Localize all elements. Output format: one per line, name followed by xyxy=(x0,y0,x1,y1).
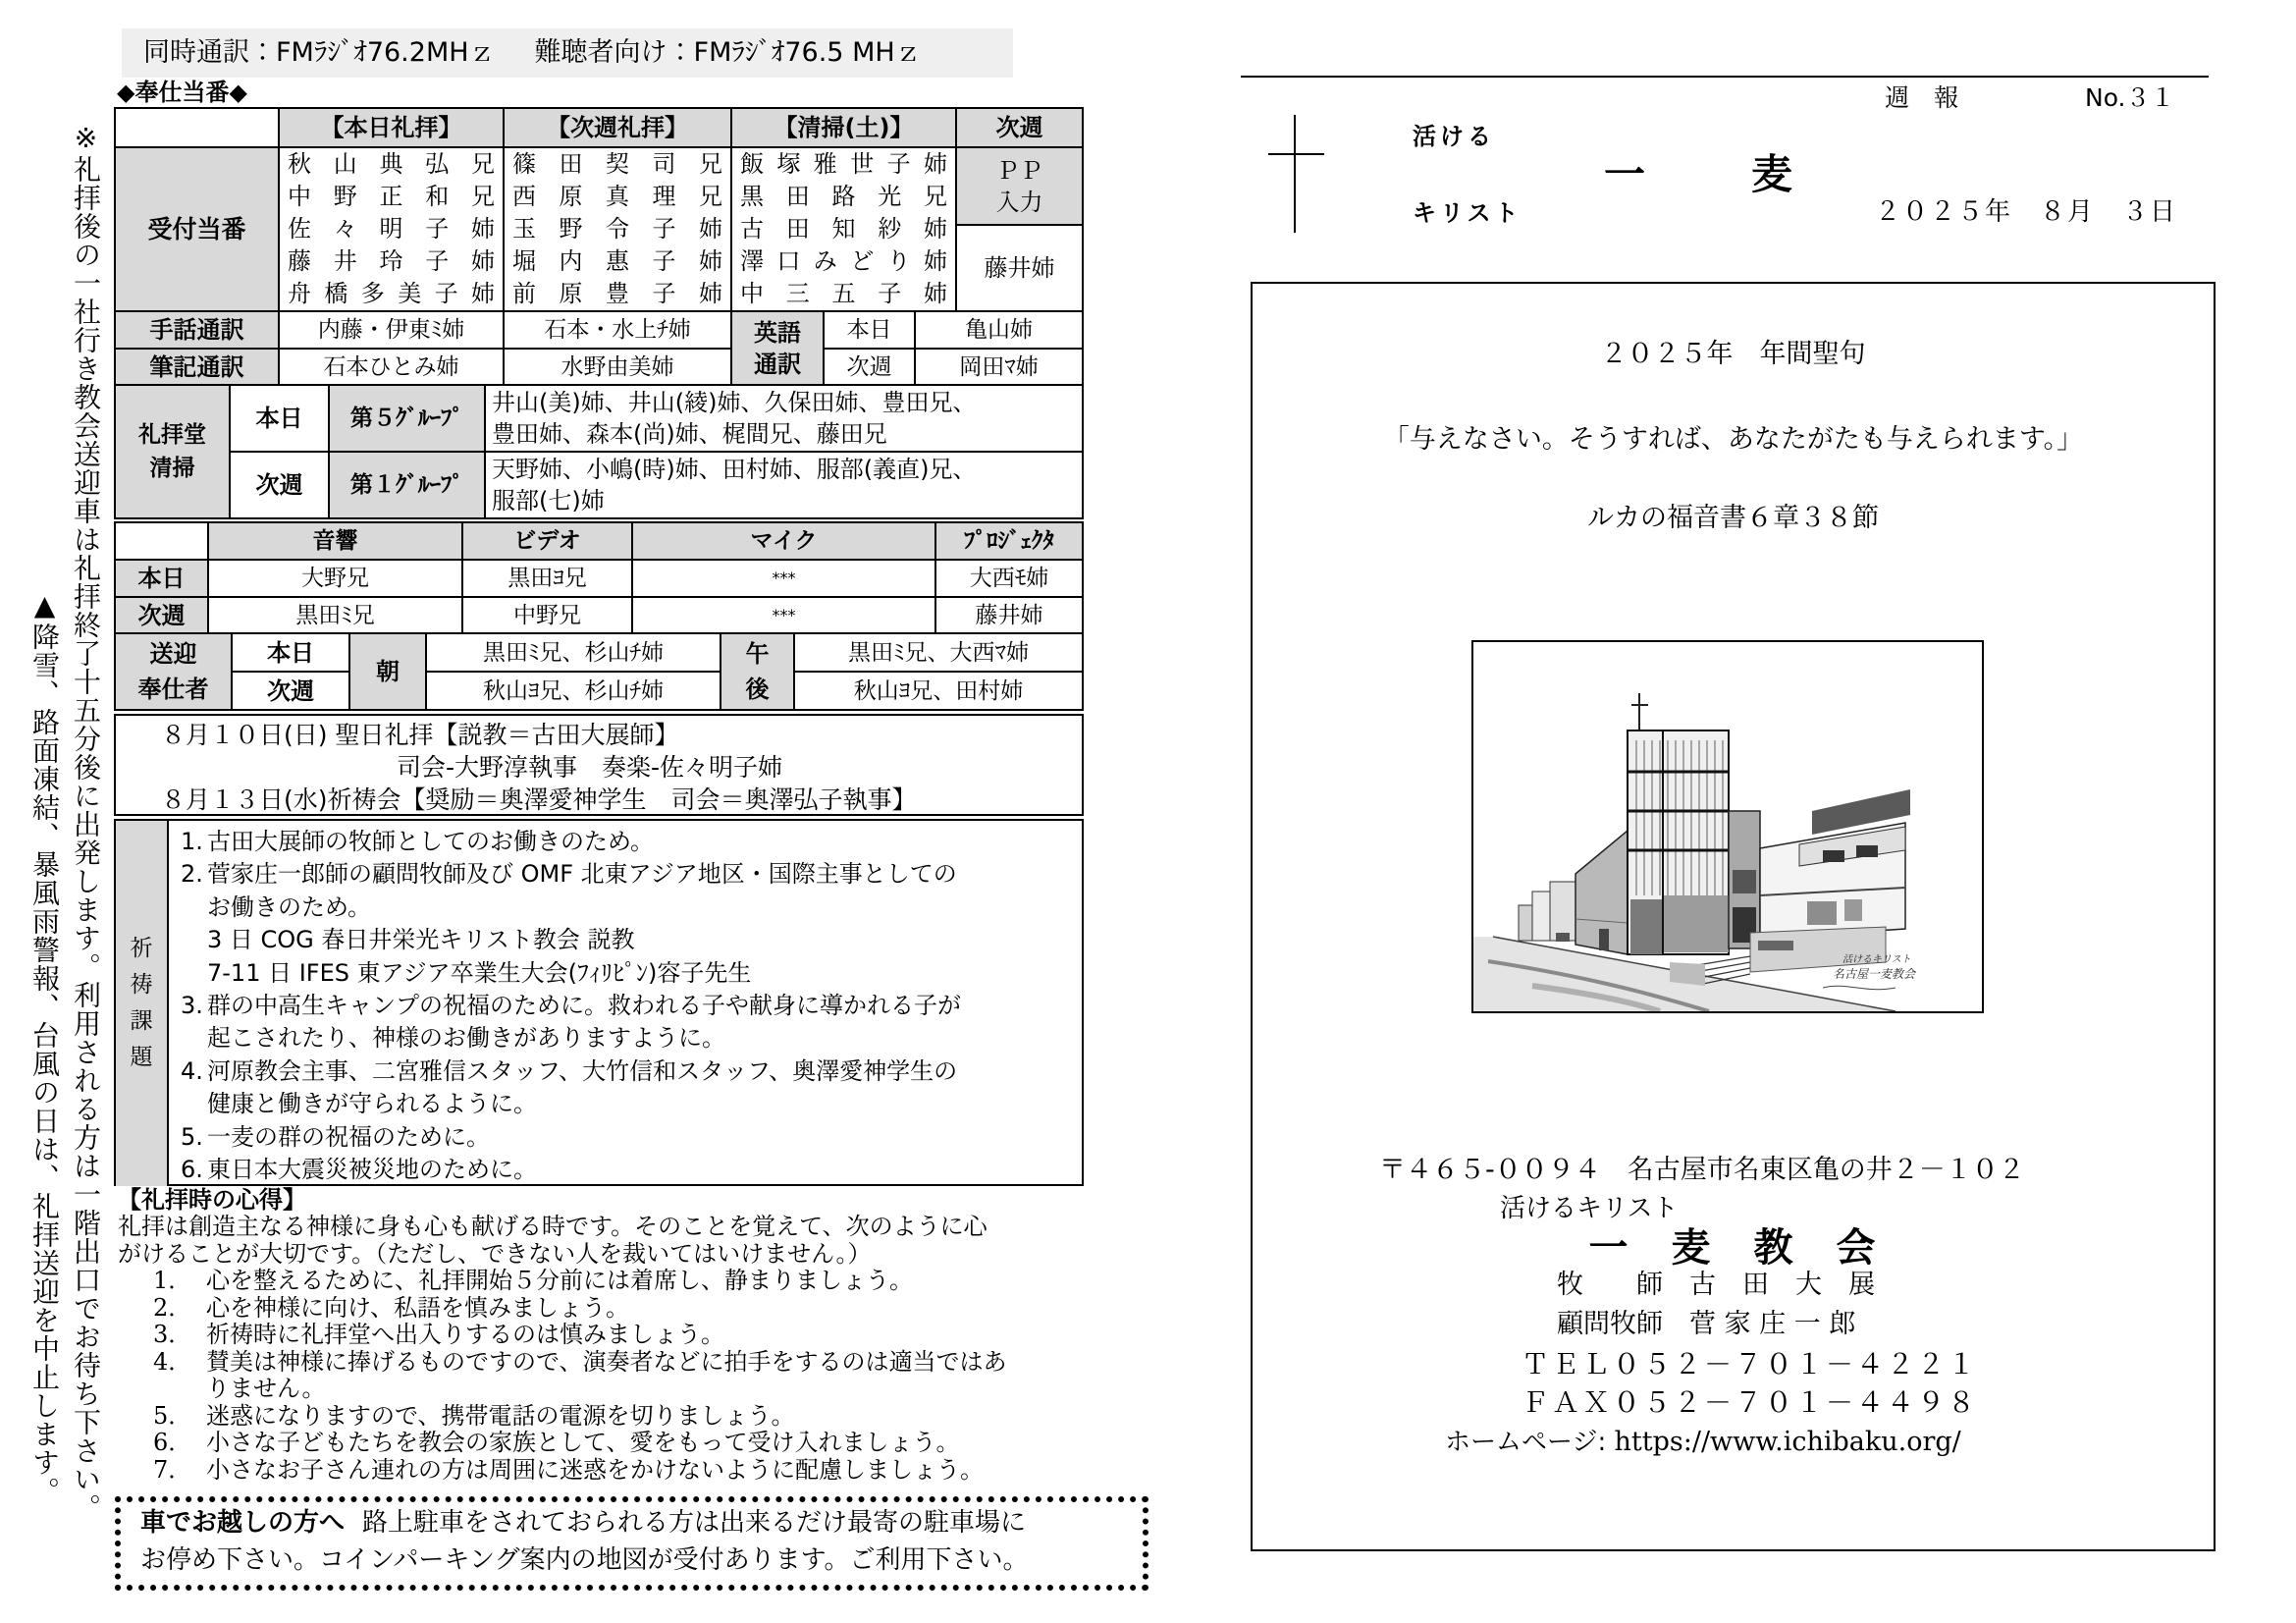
etiquette-item-continuation: りません。 xyxy=(206,1375,326,1402)
av-today-projector: 大西ﾓ姉 xyxy=(936,561,1084,598)
name: 黒田路光兄 xyxy=(740,183,947,210)
header-projector: ﾌﾟﾛｼﾞｪｸﾀ xyxy=(936,523,1084,561)
homepage-line xyxy=(1445,1426,1961,1459)
cleaning-names xyxy=(732,148,957,312)
shuttle-duty-table xyxy=(114,634,1084,711)
masthead-rule xyxy=(1241,76,2209,78)
shuttle-next-afternoon: 秋山ﾖ兄、田村姉 xyxy=(795,673,1084,711)
church-address: 〒４６５-００９４ 名古屋市名東区亀の井２－１０２ xyxy=(1379,1155,2025,1185)
label-line: 清掃 xyxy=(149,456,195,481)
av-duty-table xyxy=(114,521,1084,634)
item-text: 祈祷時に礼拝堂へ出入りするのは慎みましょう。 xyxy=(206,1321,724,1348)
bell-tower xyxy=(1628,693,1729,954)
pastor-line: 牧 師 古 田 大 展 xyxy=(1557,1270,1875,1300)
item-number: 2. xyxy=(181,860,203,889)
prayer-item xyxy=(181,990,1082,1022)
shuttle-morning-label: 朝 xyxy=(350,634,427,711)
item-text: 東日本大震災被災地のために。 xyxy=(207,1156,537,1184)
item-text: 群の中高生キャンプの祝福のために。救われる子や献身に導かれる子が xyxy=(207,992,961,1020)
name: 秋山典弘兄 xyxy=(288,150,495,178)
english-interpretation-label xyxy=(732,312,825,386)
name: 舟橋多美子姉 xyxy=(288,280,495,307)
captioning-today: 石本ひとみ姉 xyxy=(280,350,505,386)
item-text: 一麦の群の祝福のために。 xyxy=(207,1122,490,1151)
church-name-char: 麦 xyxy=(1751,150,1793,198)
reception-label: 受付当番 xyxy=(116,148,280,312)
pp-input-name: 藤井姉 xyxy=(957,226,1084,312)
prayer-meeting-line: ８月１３日(水)祈祷会【奨励＝奥澤愛神学生 司会＝奥澤弘子執事】 xyxy=(161,785,917,814)
church-name: 一 麦 教 会 xyxy=(1588,1225,1878,1271)
label-line: 礼拝堂 xyxy=(138,422,206,448)
label-line: 午 xyxy=(745,640,770,668)
item-text: 古田大展師の牧師としてのお働きのため。 xyxy=(207,828,655,855)
av-next-projector: 藤井姉 xyxy=(936,598,1084,634)
name: 篠田契司兄 xyxy=(512,150,722,178)
members-line: 服部(七)姉 xyxy=(492,487,605,514)
homepage-link[interactable]: https://www.ichibaku.org/ xyxy=(1614,1427,1961,1457)
item-number: 3. xyxy=(181,992,203,1020)
name: 澤口みどり姉 xyxy=(740,247,947,275)
fax-number: ＦＡＸ０５２－７０１－４４９８ xyxy=(1522,1386,1979,1419)
reception-duty-table xyxy=(114,107,1084,312)
etiquette-item xyxy=(118,1349,1158,1377)
hearing-assist-frequency: 難聴者向け：FMﾗｼﾞｵ76.5 MHｚ xyxy=(534,37,922,68)
item-number: 1. xyxy=(181,828,203,855)
shuttle-departure-note: ※礼拝後の一社行き教会送迎車は礼拝終了十五分後に出発します。利用される方は一階出口でお待ち下さい。 xyxy=(70,122,102,1522)
members-line: 天野姉、小嶋(時)姉、田村姉、服部(義直)兄、 xyxy=(492,456,977,483)
item-number: 1． xyxy=(153,1267,192,1294)
tagline-top: 活ける xyxy=(1413,123,1495,150)
name: 古田知紗姉 xyxy=(740,215,947,243)
annual-verse-text: 「与えなさい。そうすれば、あなたがたも与えられます。」 xyxy=(1382,424,2084,455)
tagline-bottom: キリスト xyxy=(1413,199,1522,227)
interpretation-table xyxy=(114,312,1084,386)
etiquette-item xyxy=(118,1430,1158,1457)
label-line: 送迎 xyxy=(149,640,197,668)
hall-cleaning-next-members xyxy=(486,453,1084,519)
nave-block xyxy=(1575,831,1628,954)
label-line: 通訳 xyxy=(754,350,801,378)
label-line: 後 xyxy=(745,676,770,703)
item-number: 2． xyxy=(153,1293,192,1322)
item-number: 7． xyxy=(153,1455,192,1484)
prayer-requests-list xyxy=(169,821,1082,1186)
shuttle-today-morning: 黒田ﾐ兄、杉山ﾁ姉 xyxy=(427,634,721,673)
english-today-label: 本日 xyxy=(825,312,916,350)
prayer-item-continuation: 健康と働きが守られるように。 xyxy=(207,1090,537,1118)
members-line: 豊田姉、森本(尚)姉、梶間兄、藤田兄 xyxy=(492,420,887,448)
telephone-number: ＴＥＬ０５２－７０１－４２２１ xyxy=(1522,1348,1979,1380)
shuttle-next-morning: 秋山ﾖ兄、杉山ﾁ姉 xyxy=(427,673,721,711)
sign-language-next: 石本・水上ﾁ姉 xyxy=(505,312,732,350)
prayer-item xyxy=(181,1154,1082,1186)
church-sketch-frame xyxy=(1471,640,1984,1013)
av-today-label: 本日 xyxy=(116,561,209,598)
item-number: 4． xyxy=(153,1347,192,1376)
header-video: ビデオ xyxy=(463,523,633,561)
prayer-item-continuation: 起こされたり、神様のお働きがありますように。 xyxy=(207,1024,725,1053)
header-saturday-cleaning: 【清掃(土)】 xyxy=(732,109,957,148)
worship-etiquette xyxy=(118,1186,1158,1484)
item-text: 心を神様に向け、私語を慎みましょう。 xyxy=(206,1293,630,1322)
etiquette-item xyxy=(118,1322,1158,1349)
item-text: 迷惑になりますので、携帯電話の電源を切りましょう。 xyxy=(206,1401,795,1430)
parking-title: 車でお越しの方へ xyxy=(140,1508,346,1538)
label-char: 祈 xyxy=(130,936,153,962)
name: 玉野令子姉 xyxy=(512,215,722,243)
item-text: 小さな子どもたちを教会の家族として、愛をもって受け入れましょう。 xyxy=(206,1429,960,1456)
prayer-item-continuation: 7-11 日 IFES 東アジア卒業生大会(ﾌｨﾘﾋﾟﾝ)容子先生 xyxy=(207,958,752,987)
pp-label-line: ＰＰ xyxy=(995,156,1043,185)
prayer-requests-label xyxy=(116,821,169,1186)
church-name-char: 一 xyxy=(1604,150,1646,198)
annual-verse-title: ２０２５年 年間聖句 xyxy=(1600,339,1866,369)
pp-input-label xyxy=(957,148,1084,226)
shuttle-today-afternoon: 黒田ﾐ兄、大西ﾏ姉 xyxy=(795,634,1084,673)
pp-label-line: 入力 xyxy=(995,188,1043,216)
shuttle-label xyxy=(116,634,233,711)
item-text: 心を整えるために、礼拝開始５分前には着席し、静まりましょう。 xyxy=(206,1267,913,1294)
shuttle-afternoon-label xyxy=(721,634,795,711)
reception-today-names xyxy=(280,148,505,312)
header-today-service: 【本日礼拝】 xyxy=(280,109,505,148)
shuttle-next-label: 次週 xyxy=(233,673,350,711)
bulletin-date: ２０２５年 ８月 ３日 xyxy=(1875,197,2178,227)
item-number: 3． xyxy=(153,1321,192,1348)
members-line: 井山(美)姉、井山(綾)姉、久保田姉、豊田兄、 xyxy=(492,389,977,416)
etiquette-title: 【礼拝時の心得】 xyxy=(118,1186,306,1214)
item-number: 5. xyxy=(181,1122,203,1151)
prayer-item xyxy=(181,826,1082,858)
av-today-video: 黒田ﾖ兄 xyxy=(463,561,633,598)
hall-cleaning-label xyxy=(116,386,231,519)
name: 堀内惠子姉 xyxy=(512,247,722,275)
english-next-name: 岡田ﾏ姉 xyxy=(916,350,1084,386)
header-microphone: マイク xyxy=(633,523,936,561)
captioning-label: 筆記通訳 xyxy=(116,350,280,386)
weather-cancellation-note: ▲降雪、路面凍結、暴風雨警報、台風の日は、礼拝送迎を中止します。 xyxy=(28,589,61,1505)
hall-cleaning-next-label: 次週 xyxy=(231,453,330,519)
issue-number: No.３１ xyxy=(2085,83,2175,112)
etiquette-item xyxy=(118,1403,1158,1431)
name: 飯塚雅世子姉 xyxy=(740,150,947,178)
english-today-name: 亀山姉 xyxy=(916,312,1084,350)
name: 西原真理兄 xyxy=(512,183,722,210)
inscription-line: 名古屋一麦教会 xyxy=(1833,967,1916,981)
hall-cleaning-today-group: 第５ｸﾞﾙｰﾌﾟ xyxy=(330,386,486,453)
corner-cell xyxy=(116,523,209,561)
service-roles-line: 司会-大野淳執事 奏楽-佐々明子姉 xyxy=(397,753,783,782)
etiquette-intro-line: がけることが大切です。（ただし、できない人を裁いてはいけません。） xyxy=(118,1239,872,1268)
header-next-week: 次週 xyxy=(957,109,1084,148)
prayer-requests-box xyxy=(114,819,1084,1186)
shuttle-today-label: 本日 xyxy=(233,634,350,673)
name: 中野正和兄 xyxy=(288,183,495,210)
item-number: 6． xyxy=(153,1429,192,1456)
advisor-pastor-line: 顧問牧師 菅 家 庄 一 郎 xyxy=(1557,1309,1856,1339)
hall-cleaning-today-members xyxy=(486,386,1084,453)
reception-next-names xyxy=(505,148,732,312)
corner-cell xyxy=(116,109,280,148)
etiquette-item xyxy=(118,1457,1158,1485)
duty-roster-title: ◆奉仕当番◆ xyxy=(117,79,247,106)
parking-text: 路上駐車をされておられる方は出来るだけ最寄の駐車場に xyxy=(362,1508,1027,1538)
label-line: 奉仕者 xyxy=(137,676,209,703)
cross-horizontal-bar xyxy=(1268,153,1324,155)
label-line: 英語 xyxy=(754,318,801,347)
prayer-item xyxy=(181,858,1082,891)
av-next-sound: 黒田ﾐ兄 xyxy=(209,598,463,634)
annual-verse-reference: ルカの福音書６章３８節 xyxy=(1587,503,1879,533)
simultaneous-interpretation-frequency: 同時通訳：FMﾗｼﾞｵ76.2MHｚ xyxy=(143,37,496,68)
etiquette-item xyxy=(118,1295,1158,1323)
av-next-microphone: *** xyxy=(633,598,936,634)
radio-frequency-bar xyxy=(122,28,1013,78)
prayer-item-continuation: 3 日 COG 春日井栄光キリスト教会 説教 xyxy=(207,926,635,954)
name: 佐々明子姉 xyxy=(288,215,495,243)
av-today-sound: 大野兄 xyxy=(209,561,463,598)
name: 藤井玲子姉 xyxy=(288,247,495,275)
av-today-microphone: *** xyxy=(633,561,936,598)
homepage-label: ホームページ: xyxy=(1445,1428,1615,1457)
av-next-label: 次週 xyxy=(116,598,209,634)
hall-cleaning-table xyxy=(114,386,1084,519)
hall-cleaning-today-label: 本日 xyxy=(231,386,330,453)
sign-language-today: 内藤・伊東ﾐ姉 xyxy=(280,312,505,350)
header-next-service: 【次週礼拝】 xyxy=(505,109,732,148)
etiquette-intro-line: 礼拝は創造主なる神様に身も心も献げる時です。そのことを覚えて、次のように心 xyxy=(118,1213,988,1240)
etiquette-item xyxy=(118,1268,1158,1295)
inscription-line: 活けるキリスト xyxy=(1842,954,1911,965)
label-char: 祷 xyxy=(130,972,153,999)
cross-vertical-bar xyxy=(1294,115,1296,233)
prayer-item xyxy=(181,1055,1082,1088)
item-text: 菅家庄一郎師の顧問牧師及び OMF 北東アジア地区・国際主事としての xyxy=(207,860,957,889)
prayer-item-continuation: お働きのため。 xyxy=(207,893,372,921)
av-next-video: 中野兄 xyxy=(463,598,633,634)
label-char: 課 xyxy=(130,1008,153,1035)
sunday-service-line: ８月１０日(日) 聖日礼拝【説教＝古田大展師】 xyxy=(161,721,679,749)
sign-language-label: 手話通訳 xyxy=(116,312,280,350)
captioning-next: 水野由美姉 xyxy=(505,350,732,386)
item-text: 小さなお子さん連れの方は周囲に迷惑をかけないように配慮しましょう。 xyxy=(206,1455,984,1484)
hall-cleaning-next-group: 第１ｸﾞﾙｰﾌﾟ xyxy=(330,453,486,519)
parking-line-2: お停め下さい。コインパーキング案内の地図が受付あります。ご利用下さい。 xyxy=(140,1545,1029,1575)
item-number: 5． xyxy=(153,1401,192,1430)
label-char: 題 xyxy=(130,1045,153,1071)
item-text: 河原教会主事、二宮雅信スタッフ、大竹信和スタッフ、奥澤愛神学生の xyxy=(207,1056,958,1085)
header-sound: 音響 xyxy=(209,523,463,561)
bulletin-label: 週 報 xyxy=(1885,83,1959,112)
item-text: 賛美は神様に捧げるものですので、演奏者などに拍手をするのは適当ではあ xyxy=(206,1347,1007,1376)
church-building-sketch xyxy=(1473,642,1982,1011)
church-tagline: 活けるキリスト xyxy=(1500,1194,1679,1223)
item-number: 6. xyxy=(181,1156,203,1184)
parking-line-1 xyxy=(140,1504,1143,1542)
name: 中三五子姉 xyxy=(740,280,947,307)
english-next-label: 次週 xyxy=(825,350,916,386)
item-number: 4. xyxy=(181,1056,203,1085)
annex-block xyxy=(1729,811,1760,948)
upcoming-schedule-box xyxy=(114,714,1084,816)
name: 前原豊子姉 xyxy=(512,280,722,307)
education-building xyxy=(1760,789,1910,939)
prayer-item xyxy=(181,1121,1082,1154)
parking-notice xyxy=(115,1496,1148,1591)
distant-houses xyxy=(1519,882,1576,942)
